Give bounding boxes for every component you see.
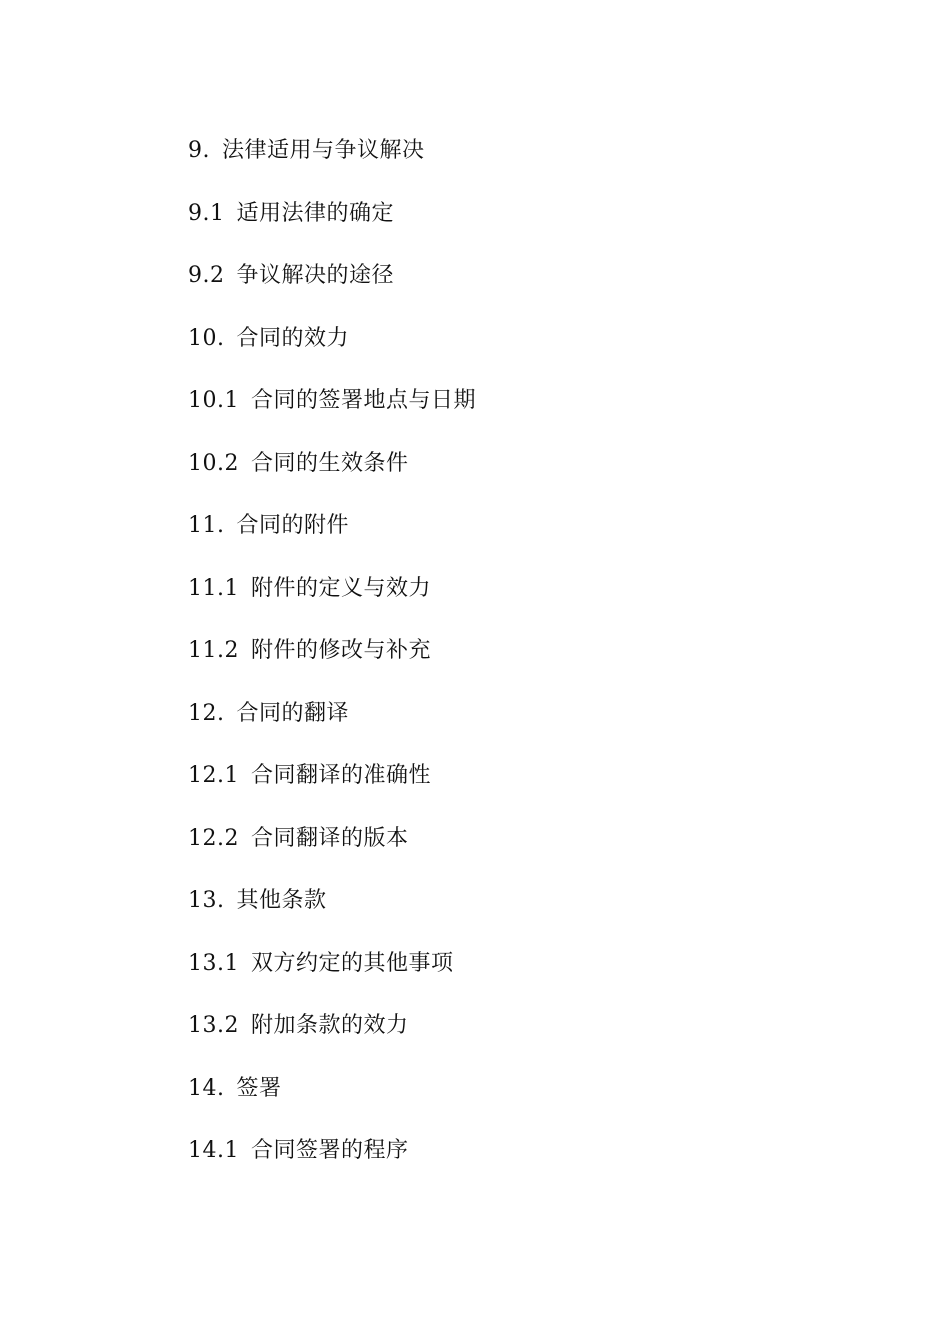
section-number: 11.2 [188,638,239,663]
section-heading [188,133,476,196]
section-title: 合同翻译的准确性 [250,763,431,788]
subsection-heading [188,258,476,321]
subsection-heading [188,633,476,696]
section-number: 12. [188,700,225,726]
section-number: 13.2 [188,1013,239,1038]
section-title: 其他条款 [236,888,327,913]
section-heading [188,321,476,384]
section-number: 13.1 [188,950,239,976]
section-number: 9.2 [188,263,225,288]
section-title: 附加条款的效力 [250,1013,409,1038]
section-heading [188,508,476,571]
section-number: 10.1 [188,388,239,413]
section-title: 法律适用与争议解决 [222,138,425,163]
section-heading [188,883,476,946]
section-title: 合同的翻译 [236,700,350,726]
subsection-heading [188,1133,476,1196]
section-number: 11. [188,513,225,538]
section-title: 合同的附件 [236,513,350,538]
section-title: 合同的签署地点与日期 [250,388,476,413]
section-number: 9. [188,138,210,163]
section-title: 附件的修改与补充 [250,638,431,663]
section-heading [188,696,476,759]
subsection-heading [188,571,476,634]
section-title: 合同签署的程序 [250,1138,409,1163]
section-title: 签署 [236,1075,282,1101]
subsection-heading [188,1008,476,1071]
section-title: 合同的效力 [236,325,350,351]
subsection-heading [188,946,476,1009]
section-heading [188,1071,476,1134]
section-title: 争议解决的途径 [236,263,395,288]
section-number: 10. [188,325,225,351]
section-title: 适用法律的确定 [236,200,395,226]
section-number: 11.1 [188,575,239,601]
subsection-heading [188,758,476,821]
section-number: 13. [188,888,225,913]
section-outline [188,133,476,1196]
section-number: 10.2 [188,450,239,476]
section-number: 9.1 [188,200,225,226]
section-title: 附件的定义与效力 [250,575,431,601]
subsection-heading [188,196,476,259]
section-number: 14. [188,1075,225,1101]
section-title: 双方约定的其他事项 [250,950,454,976]
section-number: 12.1 [188,763,239,788]
section-title: 合同的生效条件 [250,450,409,476]
section-number: 12.2 [188,825,239,851]
section-number: 14.1 [188,1138,239,1163]
section-title: 合同翻译的版本 [250,825,409,851]
subsection-heading [188,383,476,446]
subsection-heading [188,446,476,509]
subsection-heading [188,821,476,884]
